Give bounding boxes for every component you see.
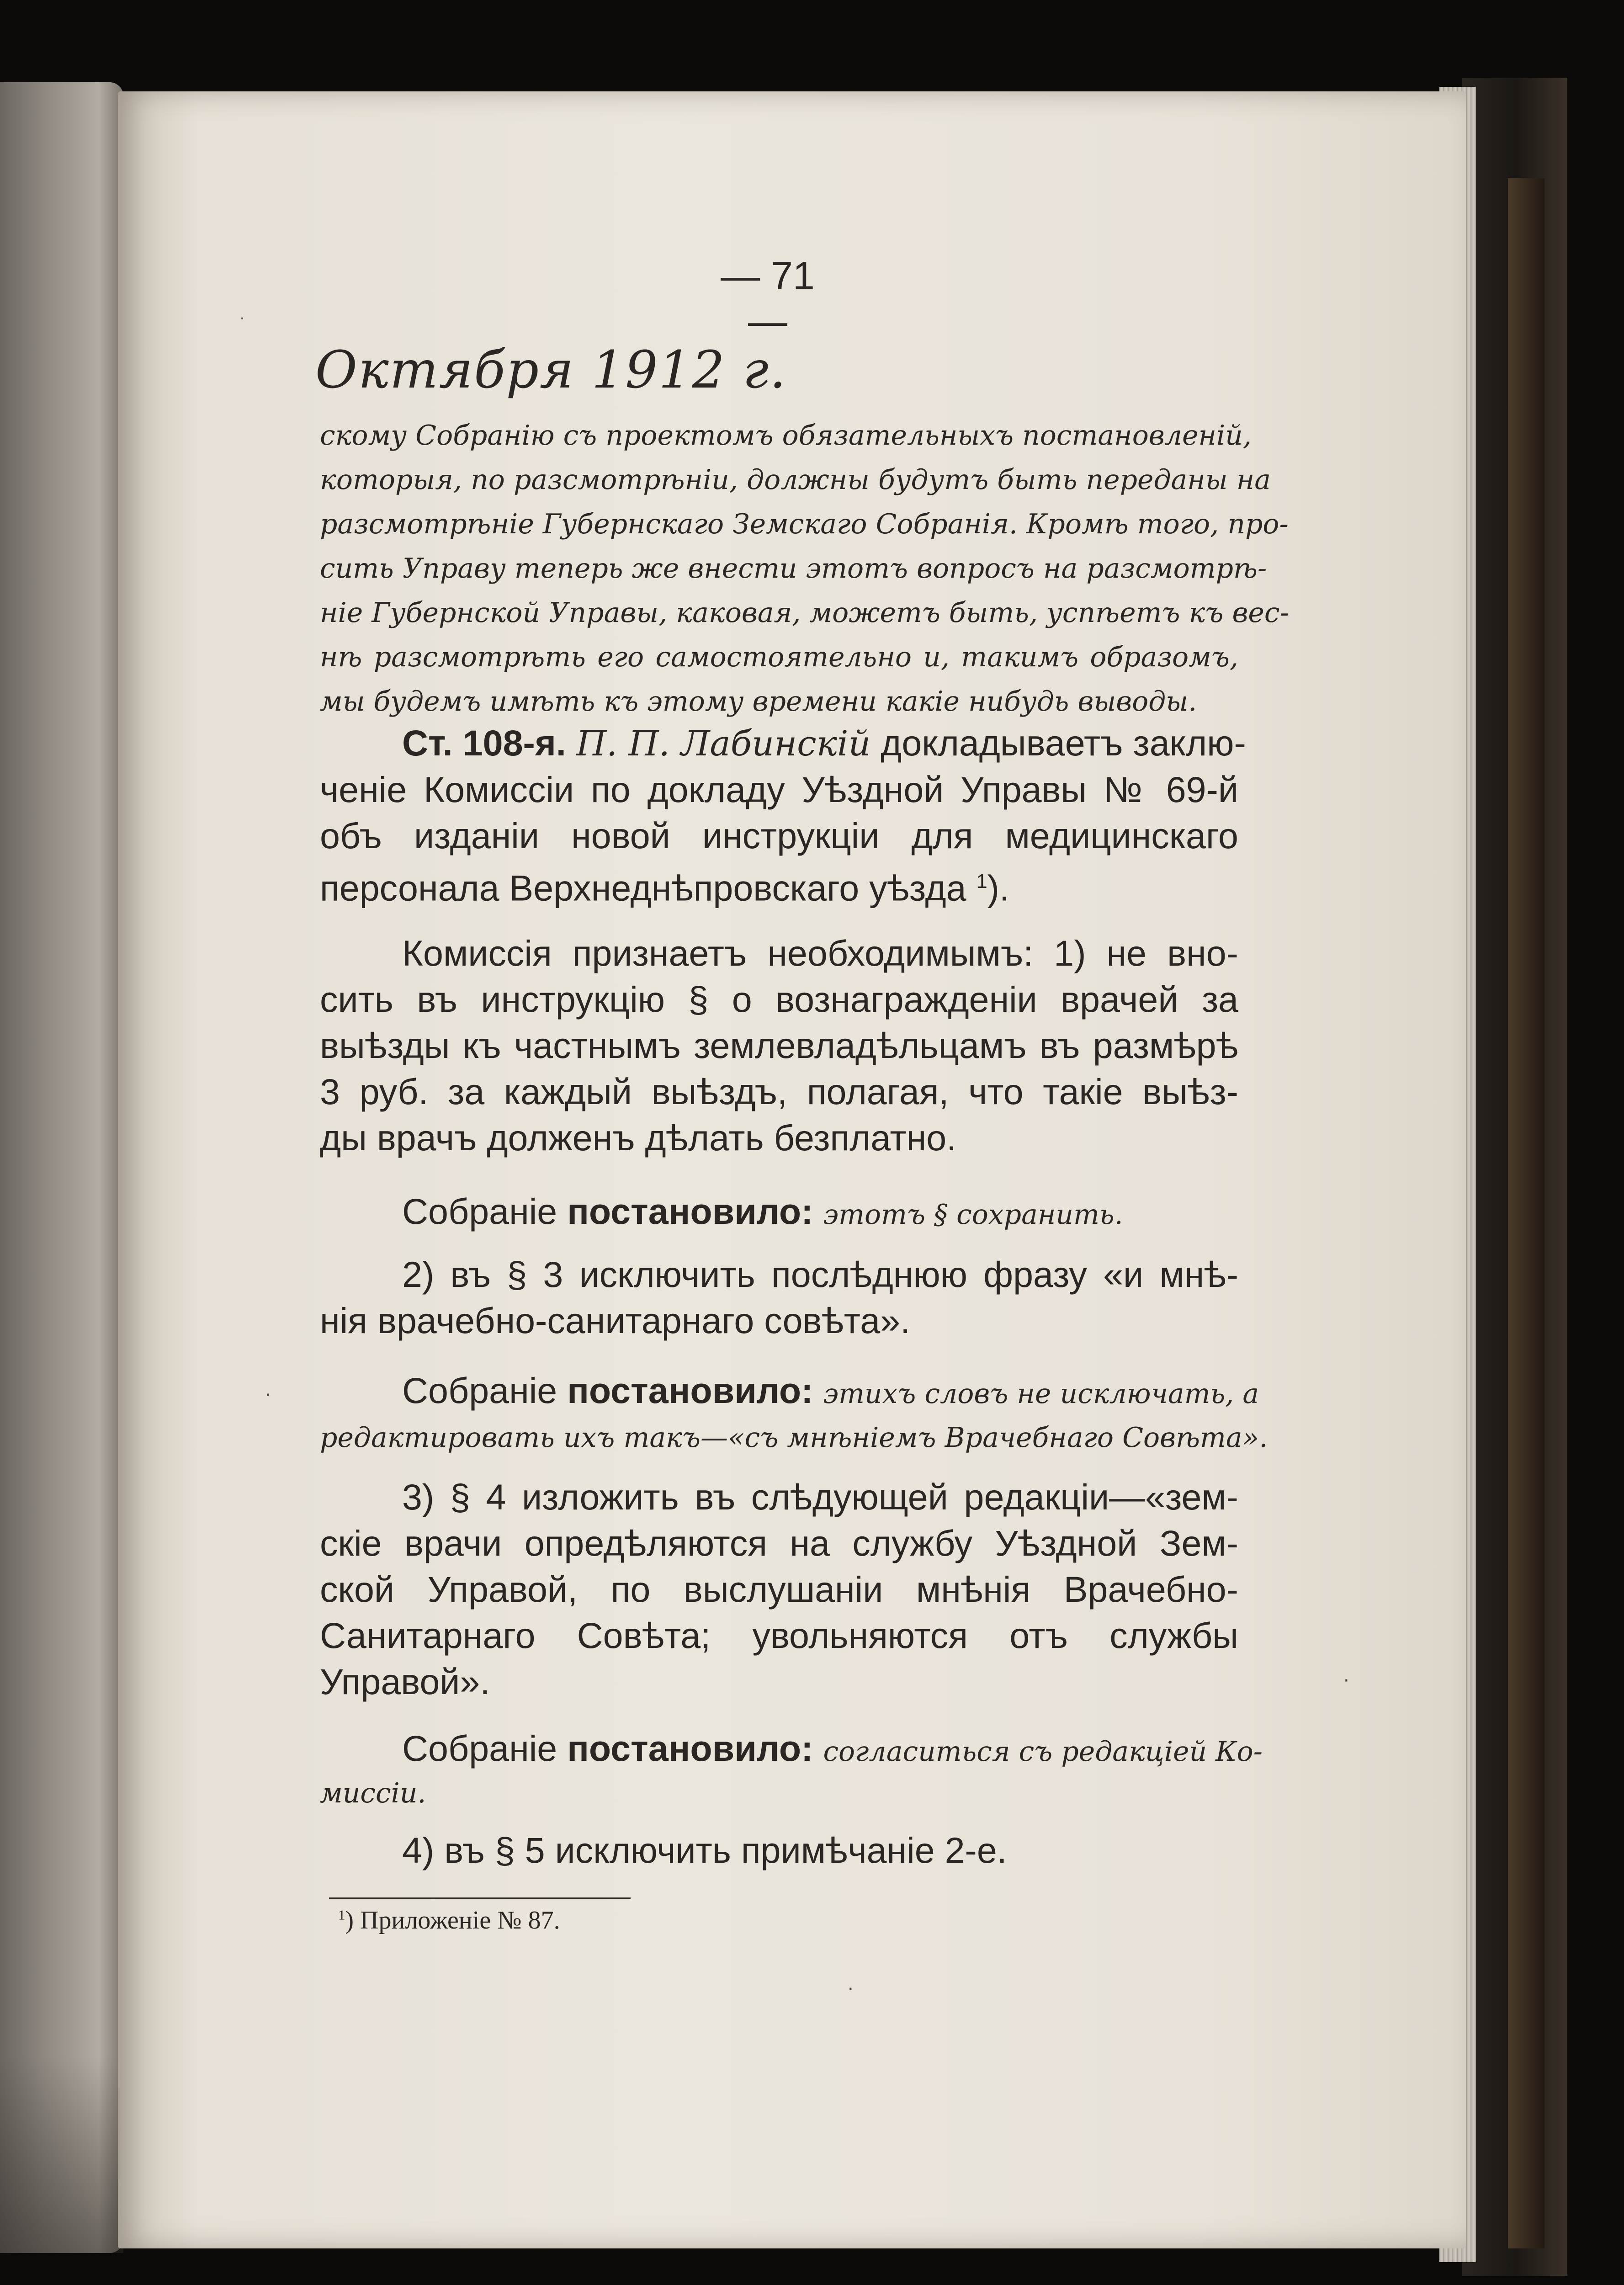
- decision-3: [320, 1725, 1263, 1812]
- commission-line: сить въ инструкцію § о вознагражденіи врачей за: [320, 979, 1238, 1020]
- footnote: [338, 1906, 560, 1935]
- section-heading: Октября 1912 г.: [315, 340, 787, 400]
- decision-verb: постановило:: [567, 1191, 813, 1232]
- speck: ·: [265, 1385, 271, 1406]
- point-4: [320, 1827, 1238, 1873]
- point-3-line: Управой».: [320, 1661, 490, 1702]
- article-line: ченіе Комиссіи по докладу Уѣздной Управы № 69-й: [320, 769, 1238, 810]
- decision-text: согласиться съ редакціей Ко-: [823, 1736, 1263, 1768]
- decision-text: этихъ словъ не исключать, а: [823, 1378, 1259, 1410]
- italic-line: разсмотрѣніе Губернскаго Земскаго Собранія. Кромѣ того, про-: [320, 508, 1289, 540]
- article-last-line: [320, 859, 1238, 911]
- italic-line: скому Собранію съ проектомъ обязательныхъ постановленій,: [320, 420, 1252, 452]
- point-3-line: Санитарнаго Совѣта; увольняются отъ службы: [320, 1615, 1238, 1656]
- point-3-line: ской Управой, по выслушаніи мнѣнія Врачебно-: [320, 1569, 1238, 1610]
- point-4-line: 4) въ § 5 исключить примѣчаніе 2-е.: [402, 1830, 1007, 1871]
- point-3-line: скіе врачи опредѣляются на службу Уѣздной Зем-: [320, 1523, 1238, 1563]
- point-2: [320, 1251, 1238, 1344]
- left-page-shadow: [0, 2056, 123, 2253]
- footnote-ref: 1: [976, 871, 987, 893]
- speck: ·: [240, 311, 244, 327]
- italic-line: мы будемъ имѣть къ этому времени какіе нибудь выводы.: [320, 686, 1197, 717]
- speck: ·: [1343, 1670, 1349, 1691]
- footnote-text: ) Приложеніе № 87.: [345, 1906, 560, 1934]
- commission-line: выѣзды къ частнымъ землевладѣльцамъ въ размѣрѣ: [320, 1025, 1238, 1066]
- decision-verb: постановило:: [567, 1370, 813, 1411]
- point-2-line: 2) въ § 3 исключить послѣднюю фразу «и мнѣ-: [402, 1254, 1238, 1295]
- book-cover-edge: [1508, 178, 1544, 2248]
- italic-line: сить Управу теперь же внести этотъ вопросъ на разсмотрѣ-: [320, 553, 1267, 585]
- decision-2: [320, 1367, 1268, 1458]
- article-line1-rest: докладываетъ заклю-: [881, 723, 1246, 763]
- decision-prefix: Собраніе: [402, 1191, 557, 1232]
- left-page: [0, 82, 123, 2253]
- footnote-marker: 1: [338, 1907, 345, 1923]
- italic-line: нѣ разсмотрѣть его самостоятельно и, такимъ образомъ,: [320, 641, 1238, 673]
- decision-1: [320, 1188, 1238, 1238]
- commission-paragraph: [320, 930, 1238, 1161]
- footnote-divider: [329, 1897, 631, 1899]
- commission-line: ды врачъ долженъ дѣлать безплатно.: [320, 1117, 957, 1158]
- commission-line: Комиссія признаетъ необходимымъ: 1) не вно-: [402, 933, 1238, 973]
- point-3-line: 3) § 4 изложить въ слѣдующей редакціи—«зем-: [402, 1477, 1238, 1517]
- commission-line: 3 руб. за каждый выѣздъ, полагая, что такіе выѣз-: [320, 1071, 1238, 1112]
- decision-2-line: редактировать ихъ такъ—«съ мнѣніемъ Врачебнаго Совѣта».: [320, 1422, 1268, 1454]
- article-line-end: ).: [987, 867, 1009, 909]
- decision-prefix: Собраніе: [402, 1370, 557, 1411]
- page-number: — 71 —: [721, 254, 815, 343]
- italic-line: ніе Губернской Управы, каковая, можетъ быть, успѣетъ къ вес-: [320, 597, 1289, 629]
- article-paragraph: [320, 720, 1246, 911]
- decision-prefix: Собраніе: [402, 1728, 557, 1769]
- italic-paragraph: [320, 414, 1289, 724]
- article-line: объ изданіи новой инструкціи для медицинскаго: [320, 815, 1238, 856]
- point-3: [320, 1474, 1238, 1705]
- decision-2-line: [320, 1367, 1259, 1417]
- decision-verb: постановило:: [567, 1728, 813, 1769]
- speck: ·: [848, 1979, 854, 2000]
- decision-1-line: [320, 1188, 1238, 1238]
- article-number: Ст. 108-я.: [402, 723, 566, 763]
- article-speaker: П. П. Лабинскій: [576, 723, 871, 764]
- decision-text: этотъ § сохранить.: [823, 1199, 1123, 1231]
- article-line: персонала Верхнеднѣпровскаго уѣзда: [320, 867, 966, 909]
- decision-3-line: [320, 1725, 1263, 1775]
- article-first-line: [320, 720, 1246, 766]
- italic-line: которыя, по разсмотрѣніи, должны будутъ быть переданы на: [320, 464, 1271, 496]
- point-2-line: нія врачебно-санитарнаго совѣта».: [320, 1300, 911, 1341]
- decision-3-line: миссіи.: [320, 1777, 426, 1809]
